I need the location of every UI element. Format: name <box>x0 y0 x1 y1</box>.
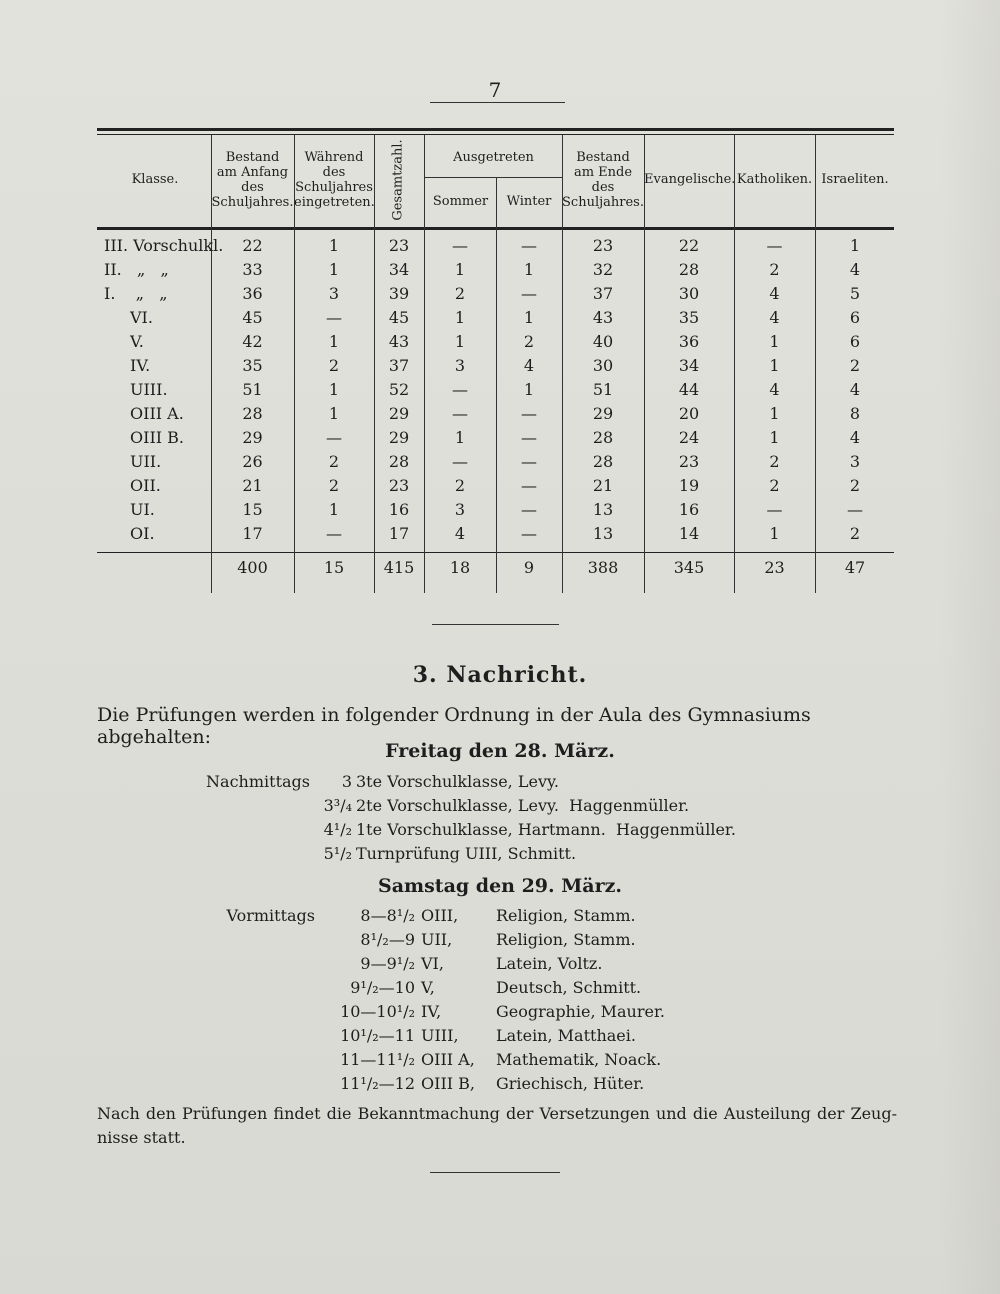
header-bestand-anfang: Bestand am Anfang des Schuljahres. <box>211 150 294 210</box>
table-cell-winter: — <box>521 500 537 519</box>
table-cell-gesamt: 16 <box>388 500 410 519</box>
table-cell-kath: 1 <box>769 428 780 447</box>
saturday-subject: Griechisch, Hüter. <box>496 1074 645 1093</box>
table-cell-eingetreten: — <box>326 308 342 327</box>
row-klasse: OIII B. <box>130 428 185 447</box>
table-cell-kath: 1 <box>769 356 780 375</box>
saturday-class: UII, <box>421 930 453 949</box>
table-cell-winter: — <box>521 236 537 255</box>
table-cell-gesamt: 29 <box>388 404 410 423</box>
friday-time: 5¹/₂ <box>323 844 352 863</box>
table-cell-winter: — <box>521 524 537 543</box>
friday-time: 3 <box>341 772 352 791</box>
row-klasse: UIII. <box>130 380 168 399</box>
table-cell-evang: 28 <box>678 260 700 279</box>
table-cell-anfang: 42 <box>242 332 263 351</box>
table-cell-gesamt: 29 <box>388 428 410 447</box>
table-cell-eingetreten: — <box>326 524 342 543</box>
table-cell-kath: 2 <box>769 260 780 279</box>
intro-text: Die Prüfungen werden in folgender Ordnung in der Aula des Gymnasiums abgehalten: <box>97 704 811 748</box>
table-cell-eingetreten: 1 <box>328 500 340 519</box>
table-cell-evang: 14 <box>678 524 700 543</box>
saturday-subject: Deutsch, Schmitt. <box>496 978 642 997</box>
table-cell-isr: 3 <box>849 452 861 471</box>
total-cell-winter: 9 <box>523 558 535 577</box>
table-cell-kath: 2 <box>769 476 780 495</box>
saturday-subject: Latein, Voltz. <box>496 954 603 973</box>
table-cell-sommer: — <box>452 452 468 471</box>
table-cell-kath: — <box>766 500 783 519</box>
friday-time: 4¹/₂ <box>323 820 352 839</box>
table-cell-eingetreten: — <box>326 428 342 447</box>
table-cell-winter: — <box>521 452 537 471</box>
table-cell-ende: 51 <box>592 380 614 399</box>
table-cell-kath: 4 <box>769 380 780 399</box>
table-cell-ende: 21 <box>592 476 614 495</box>
table-cell-winter: 2 <box>523 332 535 351</box>
header-katholiken: Katholiken. <box>736 172 813 187</box>
table-cell-gesamt: 52 <box>388 380 410 399</box>
table-cell-sommer: 2 <box>454 476 466 495</box>
row-klasse: OII. <box>130 476 161 495</box>
total-cell-anfang: 400 <box>237 558 268 577</box>
table-cell-sommer: 1 <box>454 332 466 351</box>
table-cell-sommer: 1 <box>454 308 466 327</box>
table-top-rule-thin <box>97 134 894 135</box>
table-cell-anfang: 29 <box>242 428 263 447</box>
table-cell-ende: 28 <box>592 428 614 447</box>
table-cell-anfang: 33 <box>242 260 263 279</box>
total-cell-kath: 23 <box>764 558 785 577</box>
footer-line-1: Nach den Prüfungen findet die Bekanntmachung der Versetzungen und die Austeilung der Zeug- <box>97 1104 897 1123</box>
table-cell-isr: 4 <box>849 380 861 399</box>
table-cell-kath: 1 <box>769 404 780 423</box>
table-cell-gesamt: 23 <box>388 476 410 495</box>
row-klasse: V. <box>130 332 144 351</box>
saturday-label: Vormittags <box>226 906 315 925</box>
table-cell-isr: 8 <box>849 404 861 423</box>
table-cell-sommer: 2 <box>454 284 466 303</box>
table-cell-eingetreten: 1 <box>328 404 340 423</box>
table-cell-winter: 4 <box>523 356 535 375</box>
saturday-class: OIII A, <box>421 1050 475 1069</box>
saturday-subject: Latein, Matthaei. <box>496 1026 636 1045</box>
header-gesamtzahl: Gesamtzahl. <box>390 139 406 221</box>
table-cell-isr: 6 <box>849 308 861 327</box>
header-bestand-ende: Bestand am Ende des Schuljahres. <box>562 150 644 210</box>
section-divider <box>432 624 559 625</box>
saturday-class: IV, <box>421 1002 442 1021</box>
header-israeliten: Israeliten. <box>821 172 889 187</box>
table-cell-winter: 1 <box>523 308 535 327</box>
saturday-time: 9¹/₂—10 <box>350 978 415 997</box>
row-klasse: UI. <box>130 500 155 519</box>
table-cell-ende: 32 <box>592 260 614 279</box>
footer-line-2: nisse statt. <box>97 1128 186 1147</box>
table-cell-anfang: 21 <box>242 476 263 495</box>
table-cell-sommer: — <box>452 236 468 255</box>
table-cell-kath: 4 <box>769 284 780 303</box>
row-klasse: VI. <box>130 308 153 327</box>
table-cell-gesamt: 43 <box>388 332 410 351</box>
table-cell-eingetreten: 2 <box>328 476 340 495</box>
table-cell-isr: 2 <box>849 524 861 543</box>
table-cell-evang: 23 <box>678 452 700 471</box>
total-cell-eingetreten: 15 <box>323 558 345 577</box>
saturday-subject: Religion, Stamm. <box>496 906 636 925</box>
table-cell-sommer: 3 <box>454 500 466 519</box>
friday-entry: 1te Vorschulklasse, Hartmann. Haggenmüller. <box>356 820 736 839</box>
table-top-rule <box>97 128 894 131</box>
table-cell-anfang: 15 <box>242 500 263 519</box>
table-cell-eingetreten: 2 <box>328 452 340 471</box>
total-cell-sommer: 18 <box>449 558 471 577</box>
table-cell-eingetreten: 1 <box>328 236 340 255</box>
saturday-class: V, <box>421 978 435 997</box>
table-cell-eingetreten: 2 <box>328 356 340 375</box>
header-sommer: Sommer <box>432 194 489 209</box>
saturday-time: 10¹/₂—11 <box>340 1026 415 1045</box>
table-cell-evang: 19 <box>678 476 700 495</box>
saturday-heading: Samstag den 29. März. <box>377 875 623 897</box>
table-cell-isr: 4 <box>849 260 861 279</box>
section-title: 3. Nachricht. <box>412 662 588 688</box>
table-cell-isr: 4 <box>849 428 861 447</box>
table-cell-anfang: 51 <box>242 380 263 399</box>
friday-label: Nachmittags <box>206 772 310 791</box>
table-cell-gesamt: 17 <box>388 524 410 543</box>
table-cell-anfang: 36 <box>242 284 263 303</box>
saturday-time: 8—8¹/₂ <box>360 906 415 925</box>
table-cell-winter: 1 <box>523 380 535 399</box>
table-cell-ende: 13 <box>592 500 614 519</box>
table-cell-evang: 36 <box>678 332 700 351</box>
table-cell-isr: 2 <box>849 356 861 375</box>
saturday-time: 11¹/₂—12 <box>340 1074 415 1093</box>
row-klasse: OI. <box>130 524 155 543</box>
bleed-through-shadow <box>940 0 1000 1294</box>
table-cell-kath: 4 <box>769 308 780 327</box>
table-cell-ende: 13 <box>592 524 614 543</box>
saturday-subject: Geographie, Maurer. <box>496 1002 665 1021</box>
saturday-subject: Religion, Stamm. <box>496 930 636 949</box>
saturday-subject: Mathematik, Noack. <box>496 1050 662 1069</box>
total-cell-isr: 47 <box>844 558 866 577</box>
header-klasse: Klasse. <box>131 172 179 187</box>
table-cell-anfang: 35 <box>242 356 263 375</box>
table-cell-sommer: 1 <box>454 260 466 279</box>
table-cell-winter: — <box>521 404 537 423</box>
table-cell-kath: — <box>766 236 783 255</box>
table-cell-ende: 43 <box>592 308 614 327</box>
table-cell-sommer: 4 <box>454 524 466 543</box>
table-cell-isr: 2 <box>849 476 861 495</box>
table-cell-anfang: 45 <box>242 308 263 327</box>
table-cell-anfang: 17 <box>242 524 263 543</box>
table-cell-sommer: — <box>452 404 468 423</box>
table-cell-eingetreten: 3 <box>328 284 340 303</box>
page-number: 7 <box>488 78 502 102</box>
table-cell-evang: 44 <box>678 380 700 399</box>
table-cell-ende: 30 <box>592 356 614 375</box>
row-klasse: IV. <box>130 356 151 375</box>
total-cell-evang: 345 <box>673 558 705 577</box>
table-cell-gesamt: 28 <box>388 452 410 471</box>
table-cell-ende: 40 <box>592 332 614 351</box>
table-cell-ende: 23 <box>592 236 614 255</box>
row-klasse: UII. <box>130 452 162 471</box>
table-cell-kath: 2 <box>769 452 780 471</box>
saturday-time: 9—9¹/₂ <box>360 954 415 973</box>
table-cell-evang: 22 <box>678 236 700 255</box>
header-winter: Winter <box>506 194 552 209</box>
table-cell-gesamt: 34 <box>388 260 410 279</box>
total-cell-ende: 388 <box>587 558 619 577</box>
table-cell-winter: 1 <box>523 260 535 279</box>
table-cell-anfang: 28 <box>242 404 263 423</box>
friday-time: 3³/₄ <box>323 796 352 815</box>
table-cell-kath: 1 <box>769 524 780 543</box>
table-cell-gesamt: 39 <box>388 284 410 303</box>
table-cell-sommer: — <box>452 380 468 399</box>
page-number-rule <box>430 102 565 103</box>
saturday-class: VI, <box>421 954 444 973</box>
table-cell-anfang: 26 <box>242 452 263 471</box>
table-cell-ende: 37 <box>592 284 614 303</box>
table-cell-anfang: 22 <box>242 236 263 255</box>
table-cell-winter: — <box>521 284 537 303</box>
row-klasse: II. „ „ <box>104 260 169 279</box>
table-cell-winter: — <box>521 428 537 447</box>
table-cell-ende: 28 <box>592 452 614 471</box>
end-divider <box>430 1172 560 1173</box>
table-cell-eingetreten: 1 <box>328 332 340 351</box>
table-cell-sommer: 3 <box>454 356 466 375</box>
row-klasse: I. „ „ <box>104 284 168 303</box>
saturday-class: OIII, <box>421 906 459 925</box>
table-cell-evang: 16 <box>678 500 700 519</box>
table-cell-eingetreten: 1 <box>328 380 340 399</box>
table-cell-isr: 6 <box>849 332 861 351</box>
table-cell-sommer: 1 <box>454 428 466 447</box>
saturday-time: 11—11¹/₂ <box>340 1050 415 1069</box>
table-cell-kath: 1 <box>769 332 780 351</box>
row-klasse: III. Vorschulkl. <box>104 236 224 255</box>
table-cell-isr: — <box>847 500 863 519</box>
table-cell-gesamt: 37 <box>388 356 410 375</box>
friday-entry: Turnprüfung UIII, Schmitt. <box>356 844 577 863</box>
total-cell-gesamt: 415 <box>383 558 415 577</box>
row-klasse: OIII A. <box>130 404 184 423</box>
friday-heading: Freitag den 28. März. <box>385 740 615 762</box>
table-cell-evang: 30 <box>678 284 700 303</box>
table-cell-isr: 5 <box>849 284 861 303</box>
table-cell-ende: 29 <box>592 404 614 423</box>
table-cell-evang: 20 <box>678 404 700 423</box>
header-evangelische: Evangelische. <box>644 172 736 187</box>
header-ausgetreten: Ausgetreten <box>453 150 534 165</box>
table-cell-eingetreten: 1 <box>328 260 340 279</box>
table-cell-isr: 1 <box>849 236 861 255</box>
saturday-time: 10—10¹/₂ <box>340 1002 415 1021</box>
saturday-class: UIII, <box>421 1026 459 1045</box>
header-waehrend: Während des Schuljahres eingetreten. <box>294 150 375 210</box>
ausgetreten-subrule <box>425 177 562 178</box>
friday-entry: 2te Vorschulklasse, Levy. Haggenmüller. <box>356 796 690 815</box>
table-cell-gesamt: 45 <box>388 308 410 327</box>
saturday-class: OIII B, <box>421 1074 476 1093</box>
saturday-time: 8¹/₂—9 <box>360 930 415 949</box>
friday-entry: 3te Vorschulklasse, Levy. <box>356 772 559 791</box>
table-cell-winter: — <box>521 476 537 495</box>
table-cell-evang: 35 <box>678 308 700 327</box>
table-cell-gesamt: 23 <box>388 236 410 255</box>
table-cell-evang: 34 <box>678 356 700 375</box>
table-cell-evang: 24 <box>678 428 700 447</box>
